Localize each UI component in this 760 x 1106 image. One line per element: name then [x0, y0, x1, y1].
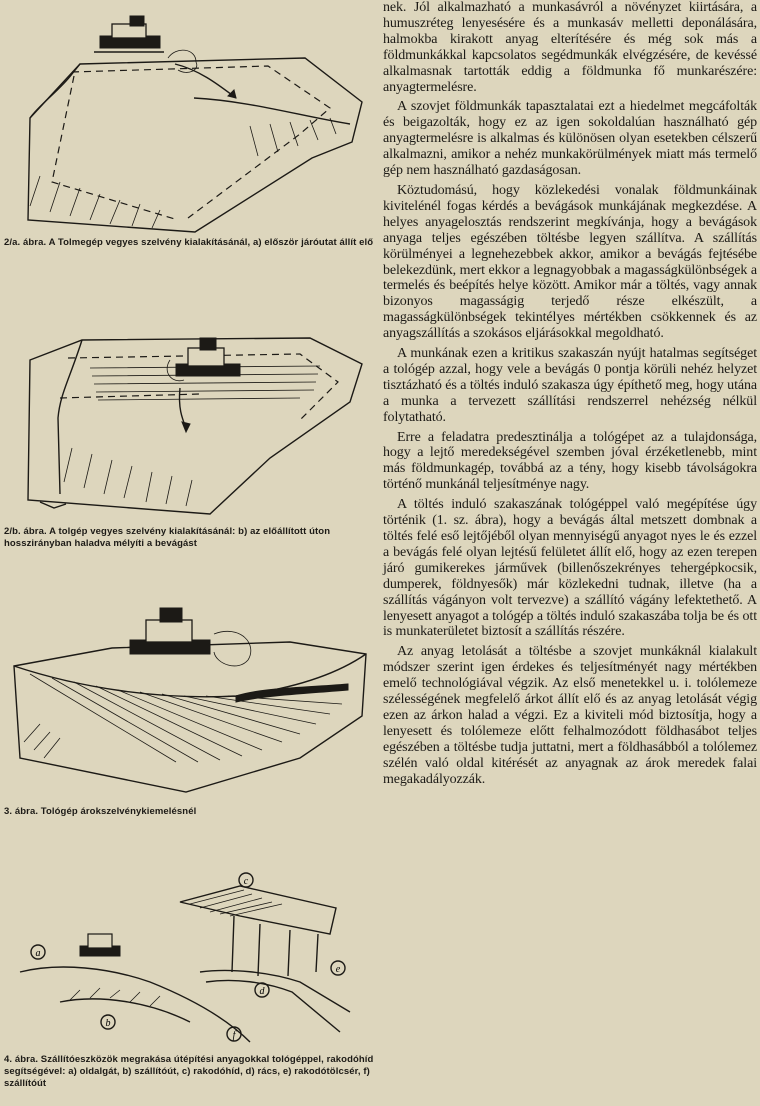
article-paragraph: Az anyag letolását a töltésbe a szovjet munkáknál kialakult módszer szerint igen érdekes és teljesítményét nagy mértékben emelő technológiával végzik. Az első menetekkel u. i. tolólemeze szélességének megfelelő árkot állít elő és az anyag letolását végig ezen az árkon halad a végzi. Ez a kiviteli mód biztosítja, hogy a lenyesett és tolólemeze előtt felhalmozódott földhasábot teljes egészében a töltésbe tudja juttatni, mert a földhasábból a tolólemez szélén való oldal kitérését az anyagnak az árok meredek falai megakadályozzák.	[383, 644, 757, 787]
article-paragraph: Köztudomású, hogy közlekedési vonalak földmunkáinak kivitelénél fogas kérdés a bevágások munkájának megkezdése. A helyes anyagelosztás rendszerint megkívánja, hogy a bevágások anyaga teljes egészében töltésbe legyen szállítva. A szállítás körülményei a legnehezebbek akkor, amikor a bevágás fejtésébe belekezdünk, mert ekkor a legnagyobbak a magasságkülönbségek a termelés és beépítés helye között. Amikor már a töltés, vagy annak bizonyos magasságig terjedő része elkészült, a magasságkülönbségek tekintélyes mértékben csökkennek és az anyagszállítás a szokásos eljárásokkal megoldható.	[383, 182, 757, 342]
label-f: f	[232, 1030, 236, 1041]
article-paragraph: Erre a feladatra predesztinálja a tológépet az a tulajdonsága, hogy a lejtő meredekségével szemben jóval érzéketlenebb, mint más földmunkagép, továbbá az a tény, hogy kisebb távolságokra történő munkánál teljesítménye nagy.	[383, 429, 757, 493]
label-a: a	[35, 948, 41, 959]
label-d: d	[259, 986, 265, 997]
article-paragraph: A munkának ezen a kritikus szakaszán nyújt hatalmas segítséget a tológép azzal, hogy vele a bevágás 0 pontja körüli nehéz helyzet tisztázható és a töltés induló szakasza úgy építhető meg, hogy utána a munka a tervezett szállítási rendszerrel nehézség nélkül folytatható.	[383, 346, 757, 425]
figure-4-illustration	[0, 872, 378, 1044]
figure-3-illustration	[0, 592, 378, 800]
figure-4-caption: 4. ábra. Szállítóeszközök megrakása útépítési anyagokkal tológéppel, rakodóhíd segítségével: a) oldalgát, b) szállítóút, c) rakodóhíd, d) rács, e) rakodótölcsér, f) szállítóút	[4, 1054, 374, 1089]
label-c: c	[243, 876, 249, 887]
figure-2b-caption: 2/b. ábra. A tolgép vegyes szelvény kialakításánál: b) az előállított úton hosszirányban haladva mélyíti a bevágást	[4, 526, 331, 549]
figures-column	[0, 0, 378, 1106]
label-e: e	[335, 964, 341, 975]
article-paragraph: nek. Jól alkalmazható a munkasávról a növényzet kiirtására, a humuszréteg lenyesésére és a munkasáv melletti deponálására, halmokba kirakott anyag elterítésére és még sok más a földmunkákkal kapcsolatos segédmunkák elvégzésére, de kevéssé alkalmasnak tartották eddig a földmunka fő munkarészére: anyagtermelésre.	[383, 0, 757, 95]
article-paragraph: A szovjet földmunkák tapasztalatai ezt a hiedelmet megcáfolták és beigazolták, hogy ez az igen sokoldalúan használható gép anyagtermelésre is alkalmas és különösen olyan esetekben célszerű alkalmazni, amikor a nehéz munkakörülmények miatt más termelő gép nem használható gazdaságosan.	[383, 99, 757, 179]
figure-3-caption: 3. ábra. Tológép árokszelvénykiemelésnél	[4, 806, 197, 817]
figure-2b-illustration	[0, 298, 378, 520]
article-paragraph: A töltés induló szakaszának tológéppel való megépítése úgy történik (1. sz. ábra), hogy a bevágás által metszett dombnak a töltés felé eső lejtőjéből olyan mennyiségű anyagot nyes le és ezzel a bevágás felé olyan lejtésű felületet állít elő, hogy az ezen terepen járó gumikerekes járművek (billenőszekrényes tehergépkocsik, dumperek, földnyesők) már közlekedni tudnak, illetve (ha a szállítás vágányon volt tervezve) a szállító vágány lefektethető. A lenyesett anyagot a tológép a töltés induló szakaszába tolja be és ott is munkaterületet biztosít a szállítás részére.	[383, 497, 757, 640]
article-text-column	[383, 0, 757, 1106]
label-b: b	[105, 1018, 111, 1029]
figure-2a-caption: 2/a. ábra. A Tolmegép vegyes szelvény kialakításánál, a) először járóutat állít elő	[4, 237, 374, 248]
figure-2a-illustration	[0, 6, 378, 234]
